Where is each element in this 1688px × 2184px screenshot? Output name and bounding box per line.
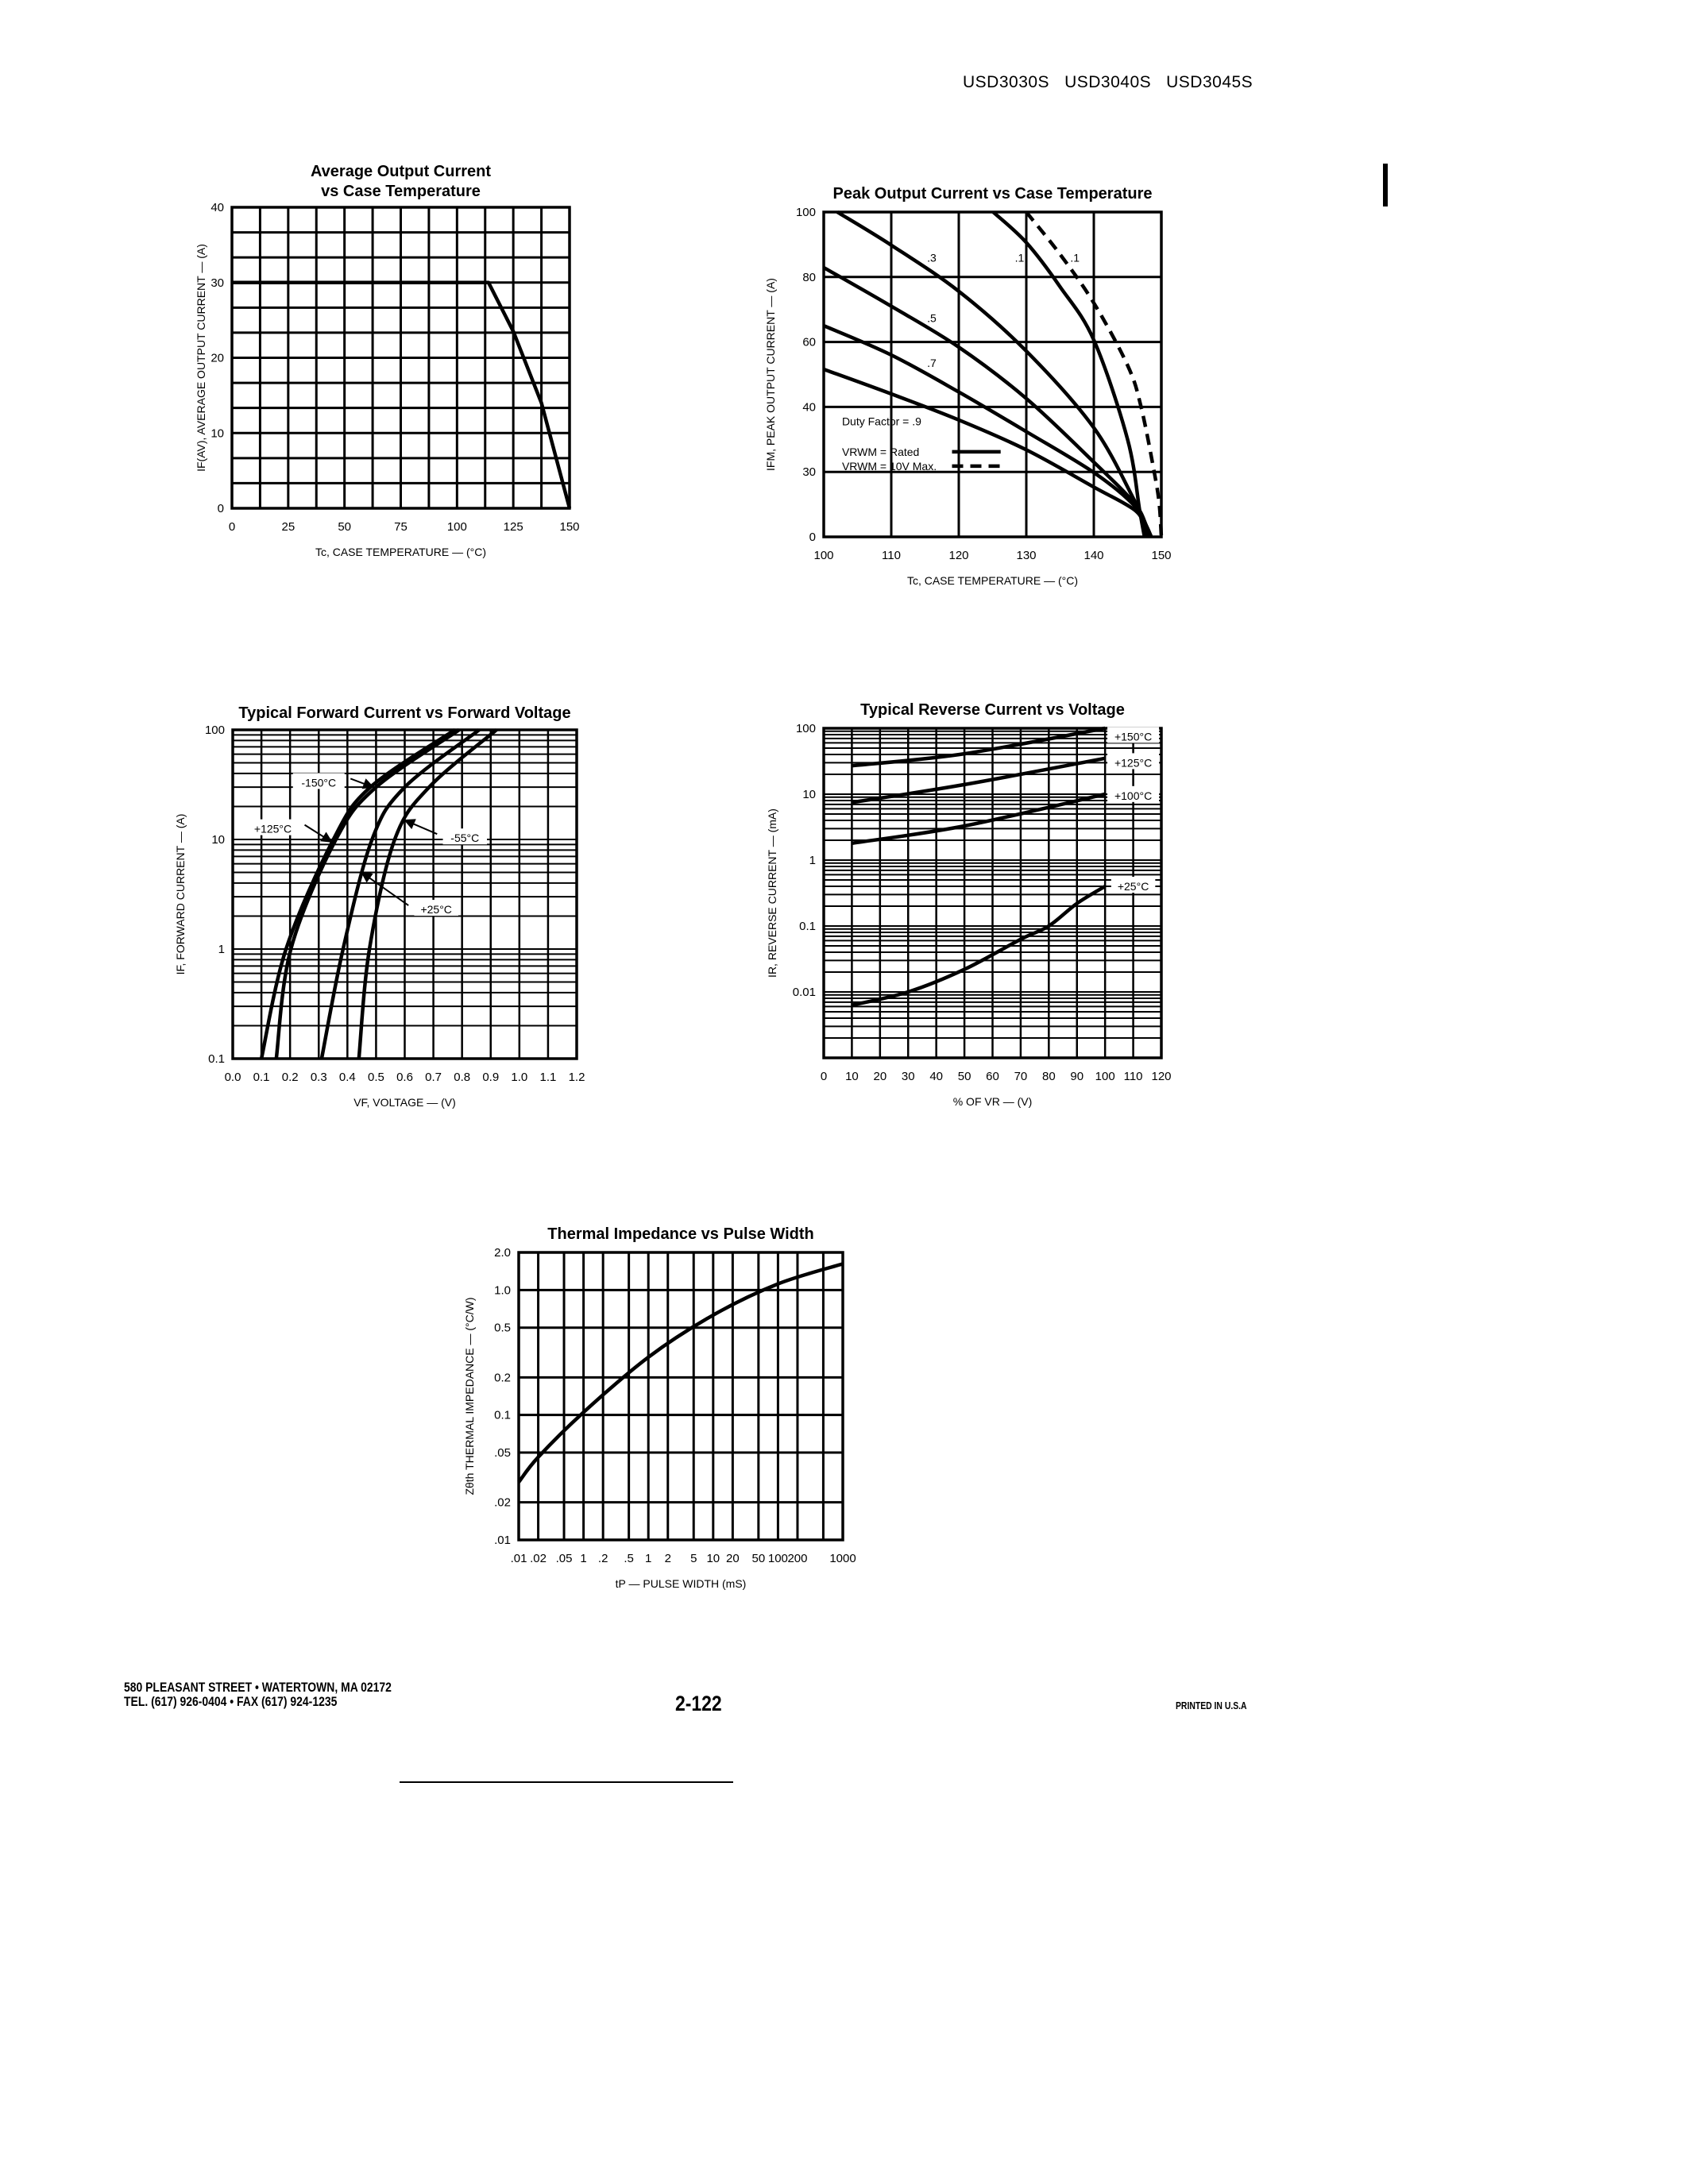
curve-label: .3 [927, 251, 937, 264]
company-address [124, 1680, 392, 1709]
y-tick-label: 30 [802, 465, 816, 480]
chart-1 [764, 185, 1172, 587]
series-line-2 [852, 794, 1105, 843]
x-tick-label: 0 [820, 1070, 828, 1083]
legend-label: VRWM = Rated [841, 445, 920, 458]
x-tick-label: 50 [338, 520, 352, 534]
y-tick-label: 0.2 [494, 1371, 511, 1385]
y-tick-label: 100 [795, 722, 816, 735]
y-tick-label: 1.0 [494, 1283, 511, 1298]
x-tick-label: .2 [597, 1552, 608, 1565]
curve-label: .7 [927, 356, 937, 369]
y-tick-label: 10 [802, 788, 816, 801]
address-line: 580 PLEASANT STREET • WATERTOWN, MA 02172 [124, 1680, 392, 1695]
curve-label: -150°C [301, 776, 337, 789]
y-axis-label: IR, REVERSE CURRENT — (mA) [766, 808, 778, 978]
x-tick-label: 0.6 [396, 1071, 413, 1084]
chart-title: Typical Reverse Current vs Voltage [860, 701, 1125, 719]
x-axis-label: VF, VOLTAGE — (V) [353, 1096, 456, 1109]
y-tick-label: 60 [802, 335, 816, 349]
series-line-1 [852, 758, 1105, 803]
y-tick-label: 100 [204, 723, 225, 737]
x-tick-label: 30 [901, 1070, 915, 1083]
curve-label: +100°C [1114, 789, 1153, 802]
x-tick-label: 140 [1083, 549, 1104, 562]
curve-label: +25°C [420, 903, 452, 916]
annotation-pointer [405, 820, 438, 835]
x-axis-label: % OF VR — (V) [952, 1095, 1033, 1108]
y-tick-label: 100 [795, 206, 816, 219]
page-number: 2-122 [675, 1692, 722, 1715]
y-axis-label: IF(AV), AVERAGE OUTPUT CURRENT — (A) [195, 244, 207, 472]
x-tick-label: 0.1 [253, 1071, 270, 1084]
x-tick-label: 125 [503, 520, 523, 534]
x-tick-label: 0.2 [281, 1071, 299, 1084]
chart-title: Average Output Current [310, 163, 492, 180]
x-axis-label: tP — PULSE WIDTH (mS) [615, 1577, 747, 1590]
y-axis-label: IFM, PEAK OUTPUT CURRENT — (A) [764, 278, 777, 471]
x-tick-label: 70 [1014, 1070, 1028, 1083]
x-tick-label: 120 [1151, 1070, 1172, 1083]
series-line-0 [519, 1264, 843, 1482]
chart-2 [174, 704, 585, 1109]
legend-label: VRWM = 10V Max. [841, 459, 937, 473]
chart-3 [766, 701, 1172, 1108]
y-tick-label: 10 [211, 833, 225, 847]
x-tick-label: 100 [767, 1552, 788, 1565]
phone-fax-line: TEL. (617) 926-0404 • FAX (617) 924-1235 [124, 1694, 338, 1709]
printed-in-usa: PRINTED IN U.S.A [1176, 1700, 1247, 1711]
y-tick-label: 20 [211, 351, 224, 365]
x-tick-label: 5 [690, 1552, 697, 1565]
y-tick-label: 40 [802, 400, 816, 415]
x-tick-label: .05 [555, 1552, 573, 1565]
x-tick-label: 100 [813, 549, 834, 562]
curve-label: +150°C [1114, 730, 1153, 743]
x-tick-label: 20 [873, 1070, 887, 1083]
curve-label: +25°C [1117, 880, 1149, 893]
y-axis-label: IF, FORWARD CURRENT — (A) [174, 813, 187, 975]
y-axis-label: Zθth THERMAL IMPEDANCE — (°C/W) [463, 1297, 476, 1495]
x-tick-label: 1.2 [568, 1071, 585, 1084]
y-tick-label: 0.01 [792, 986, 816, 999]
y-tick-label: 0.1 [494, 1408, 511, 1422]
x-tick-label: 2 [664, 1552, 671, 1565]
x-tick-label: 0.4 [338, 1071, 356, 1084]
part-numbers-header: USD3030S USD3040S USD3045S [963, 73, 1253, 91]
x-tick-label: 1 [580, 1552, 587, 1565]
y-tick-label: 10 [211, 426, 224, 441]
y-tick-label: 2.0 [494, 1246, 511, 1260]
x-tick-label: 10 [845, 1070, 859, 1083]
x-axis-label: Tc, CASE TEMPERATURE — (°C) [906, 574, 1079, 587]
y-tick-label: 0.1 [799, 920, 816, 933]
x-tick-label: .01 [510, 1552, 527, 1565]
x-tick-label: 1.0 [511, 1071, 528, 1084]
plot-frame [519, 1252, 843, 1540]
curve-label: Duty Factor = .9 [841, 415, 921, 428]
x-tick-label: 100 [1095, 1070, 1115, 1083]
x-tick-label: 10 [706, 1552, 720, 1565]
plot-frame [824, 212, 1161, 537]
annotation-pointer [350, 778, 373, 787]
x-tick-label: .5 [624, 1552, 634, 1565]
x-tick-label: 60 [986, 1070, 999, 1083]
x-tick-label: 0 [228, 520, 236, 534]
x-tick-label: 20 [726, 1552, 740, 1565]
x-tick-label: 0.7 [425, 1071, 442, 1084]
x-tick-label: 130 [1016, 549, 1037, 562]
x-tick-label: 0.0 [224, 1071, 241, 1084]
chart-title: Thermal Impedance vs Pulse Width [547, 1225, 814, 1243]
curve-label: +125°C [253, 822, 292, 835]
chart-0 [195, 163, 580, 558]
y-tick-label: 0.5 [494, 1321, 511, 1335]
y-tick-label: .02 [494, 1495, 511, 1510]
footer-rule [400, 1781, 733, 1783]
x-tick-label: 0.5 [367, 1071, 384, 1084]
x-tick-label: 150 [559, 520, 580, 534]
x-tick-label: 40 [929, 1070, 944, 1083]
x-tick-label: 100 [446, 520, 467, 534]
chart-title: vs Case Temperature [321, 183, 481, 200]
curve-label: +125°C [1114, 756, 1153, 770]
y-tick-label: .01 [494, 1534, 511, 1547]
x-tick-label: 80 [1041, 1070, 1056, 1083]
x-tick-label: 1000 [829, 1552, 856, 1565]
y-tick-label: 30 [211, 276, 224, 290]
y-tick-label: 80 [802, 270, 816, 284]
x-tick-label: 1 [645, 1552, 652, 1565]
y-tick-label: 1 [218, 943, 225, 956]
y-tick-label: 40 [211, 201, 224, 214]
y-tick-label: 1 [809, 854, 816, 867]
y-tick-label: 0.1 [208, 1052, 225, 1066]
x-tick-label: 75 [394, 520, 408, 534]
x-tick-label: 50 [957, 1070, 971, 1083]
x-tick-label: 110 [1123, 1070, 1143, 1083]
x-tick-label: 90 [1070, 1070, 1084, 1083]
x-axis-label: Tc, CASE TEMPERATURE — (°C) [315, 546, 487, 558]
y-tick-label: .05 [494, 1446, 511, 1461]
chart-title: Peak Output Current vs Case Temperature [832, 185, 1153, 203]
series-line-2 [824, 268, 1151, 537]
curve-label: .5 [927, 311, 937, 325]
curve-label: -55°C [450, 832, 480, 845]
x-tick-label: 110 [882, 549, 901, 562]
curve-label: .1 [1070, 251, 1080, 264]
chart-4 [463, 1225, 856, 1590]
x-tick-label: 0.3 [310, 1071, 327, 1084]
x-tick-label: 120 [948, 549, 969, 562]
x-tick-label: 0.9 [482, 1071, 500, 1084]
curve-label: .1 [1014, 251, 1025, 264]
x-tick-label: 200 [787, 1552, 808, 1565]
y-tick-label: 0 [217, 502, 224, 515]
chart-title: Typical Forward Current vs Forward Voltage [238, 704, 571, 722]
x-tick-label: .02 [530, 1552, 547, 1565]
x-tick-label: 25 [281, 520, 295, 534]
x-tick-label: 50 [751, 1552, 766, 1565]
series-line-2 [322, 730, 479, 1059]
y-tick-label: 0 [809, 531, 816, 544]
x-tick-label: 0.8 [454, 1071, 471, 1084]
x-tick-label: 150 [1151, 549, 1172, 562]
x-tick-label: 1.1 [539, 1071, 557, 1084]
